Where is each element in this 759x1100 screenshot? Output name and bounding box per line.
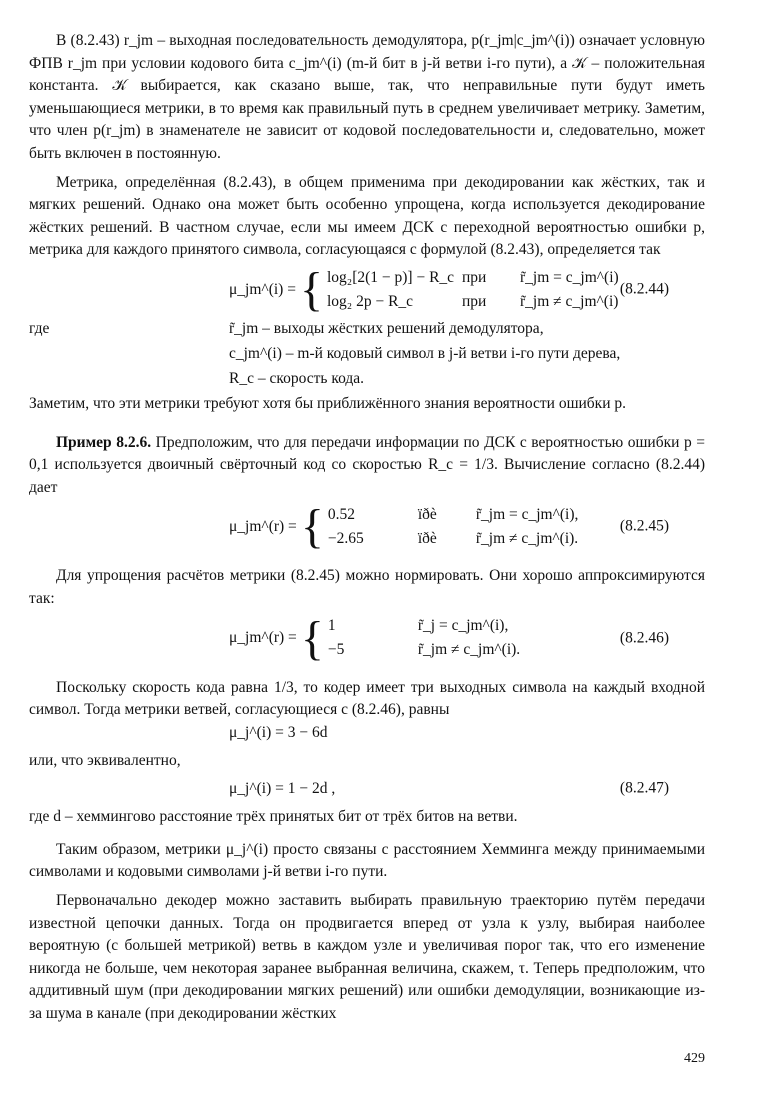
eq-branch-body: μ_j^(i) = 3 − 6d xyxy=(229,723,328,741)
eq47-body: μ_j^(i) = 1 − 2d , xyxy=(229,780,336,798)
equation-8-2-47 xyxy=(29,772,705,806)
eq44-case2-cond: r̃_jm ≠ c_jm^(i) xyxy=(520,292,619,310)
eq46-case1-cond: r̃_j = c_jm^(i), xyxy=(417,617,509,635)
eq47-number: (8.2.47) xyxy=(619,779,669,797)
where-label: где xyxy=(29,319,50,337)
example-text: Предположим, что для передачи информации по ДСК с вероятностью ошибки p = 0,1 используется двоичный свёрточный код со скоростью R_c = 1/3. Вычисление согласно (8.2.44) дает xyxy=(29,433,705,496)
eq45-case2-expr: −2.65 xyxy=(327,530,364,548)
eq44-case1-cond: r̃_jm = c_jm^(i) xyxy=(520,268,619,286)
eq44-case1-expr: log₂[2(1 − p)] − R_c xyxy=(327,268,455,286)
paragraph-6: Поскольку скорость кода равна 1/3, то кодер имеет три выходных символа на каждый входной символ. Тогда метрики ветвей, согласующиеся с (8.2.46), равны xyxy=(29,678,705,719)
where-def-1: r̃_jm – выходы жёстких решений демодулятора, xyxy=(229,319,544,337)
where-line-2 xyxy=(29,343,705,368)
paragraph-10: Первоначально декодер можно заставить выбирать правильную траекторию путём передачи известной цепочки данных. Тогда он продвигается вперед от узла к узлу, выбирая наиболее вероятную (с большей метрикой) ветвь в каждом узле и увеличивая порог так, что его изменение никогда не больше, чем некоторая заранее выбранная величина, скажем, τ. Теперь предположим, что аддитивный шум (при декодировании мягких решений) или ошибки демодуляции, возникающие из-за шума в канале (при декодировании жёстких xyxy=(29,892,705,1023)
eq45-case2-cond: r̃_jm ≠ c_jm^(i). xyxy=(475,530,579,548)
where-line-3 xyxy=(29,368,705,393)
example-heading: Пример 8.2.6. xyxy=(56,433,152,451)
paragraph-5: Для упрощения расчётов метрики (8.2.45) можно нормировать. Они хорошо аппроксимируются так: xyxy=(29,567,705,607)
equation-8-2-44: μ_jm^(i) = { log₂[2(1 − p)] − R_c при r̃_jm = c_jm^(i) log₂ 2p − R_c при r̃_jm ≠ c_jm^(i) (8.2.44) xyxy=(229,262,669,316)
eq46-case2-cond: r̃_jm ≠ c_jm^(i). xyxy=(417,641,521,659)
eq44-case2-expr: log₂ 2p − R_c xyxy=(327,292,414,310)
eq44-lhs: μ_jm^(i) = xyxy=(229,280,296,298)
eq45-case1-cond: r̃_jm = c_jm^(i), xyxy=(475,506,579,524)
page-number: 429 xyxy=(684,1051,705,1066)
eq45-case2-word: ïðè xyxy=(417,530,437,548)
where-line-1 xyxy=(29,318,705,343)
eq45-lhs: μ_jm^(r) = xyxy=(229,518,297,536)
where-def-2: c_jm^(i) – m-й кодовый символ в j-й ветви i-го пути дерева, xyxy=(229,344,621,362)
paragraph-3: Заметим, что эти метрики требуют хотя бы приближённого знания вероятности ошибки p. xyxy=(29,394,627,412)
paragraph-7: или, что эквивалентно, xyxy=(29,751,181,769)
equation-8-2-46: μ_jm^(r) = { 1 r̃_j = c_jm^(i), −5 r̃_jm ≠ c_jm^(i). (8.2.46) xyxy=(229,611,669,665)
paragraph-9: Таким образом, метрики μ_j^(i) просто связаны с расстоянием Хемминга между принимаемыми символами и кодовыми символами j-й ветви i-го пути. xyxy=(29,840,705,881)
eq46-lhs: μ_jm^(r) = xyxy=(229,629,297,647)
paragraph-2: Метрика, определённая (8.2.43), в общем применима при декодировании как жёстких, так и мягких решений. Однако она может быть особенно упрощена, когда используется декодирование жёстких решений. В частном случае, если мы имеем ДСК с переходной вероятностью ошибки p, метрика для каждого принятого символа, согласующаяся с формулой (8.2.43), определяется так xyxy=(29,173,705,259)
where-def-3: R_c – скорость кода. xyxy=(229,369,365,387)
example-paragraph xyxy=(29,432,705,500)
equation-8-2-45: μ_jm^(r) = { 0.52 ïðè r̃_jm = c_jm^(i), −2.65 ïðè r̃_jm ≠ c_jm^(i). (8.2.45) xyxy=(229,500,669,554)
eq46-number: (8.2.46) xyxy=(619,629,669,647)
eq44-number: (8.2.44) xyxy=(619,280,669,298)
paragraph-8: где d – хеммингово расстояние трёх принятых бит от трёх битов на ветви. xyxy=(29,808,518,826)
page-body xyxy=(29,30,705,1026)
eq44-case1-word: при xyxy=(462,268,487,286)
eq45-number: (8.2.45) xyxy=(619,518,669,536)
eq46-case1-expr: 1 xyxy=(327,617,336,635)
equation-branch-metric xyxy=(29,722,705,750)
eq44-case2-word: при xyxy=(462,292,487,310)
eq46-case2-expr: −5 xyxy=(327,641,345,659)
eq45-case1-word: ïðè xyxy=(417,506,437,524)
paragraph-1: В (8.2.43) r_jm – выходная последовательность демодулятора, p(r_jm|c_jm^(i)) означает условную ФПВ r_jm при условии кодового бита c_jm^(i) (m-й бит в j-й ветви i-го пути), а 𝒦 – положительная константа. 𝒦 выбирается, как сказано выше, так, что неправильные пути будут иметь уменьшающиеся метрики, в то время как правильный путь в среднем увеличивает метрику. Заметим, что член p(r_jm) в знаменателе не зависит от кодовой последовательности и, следовательно, может быть включен в постоянную. xyxy=(29,32,705,162)
eq45-case1-expr: 0.52 xyxy=(327,506,355,524)
